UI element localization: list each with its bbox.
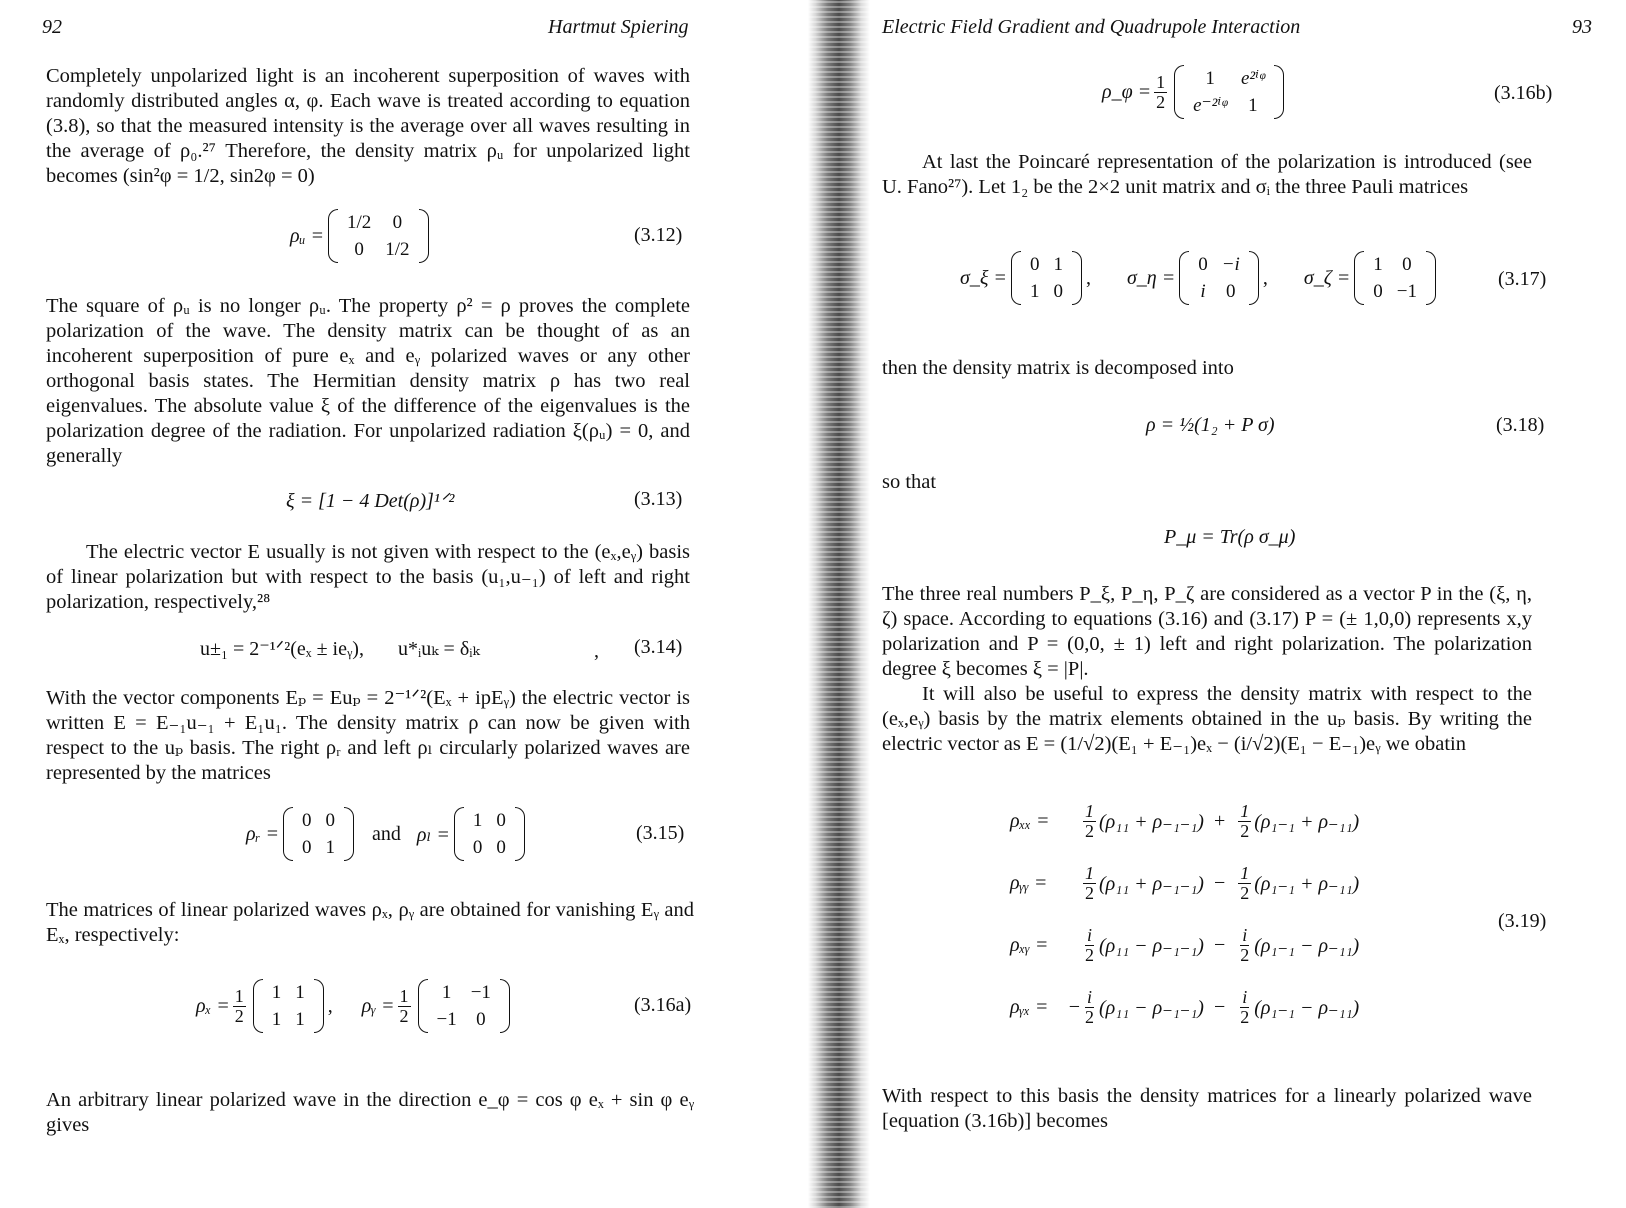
matrix-cell: 0 [1029, 254, 1040, 275]
equation-body: ρ = ½(1₂ + P σ) [1146, 414, 1275, 436]
fraction-numerator: 1 [1156, 71, 1166, 92]
paragraph: The square of ρᵤ is no longer ρᵤ. The property ρ² = ρ proves the complete polarization of the wave. The density matrix can be thought of as an incoherent superposition of pure eₓ and eᵧ polarized waves or any other orthogonal basis states. The Hermitian density matrix ρ has two real eigenvalues. The absolute value ξ of the difference of the eigenvalues is the polarization degree of the radiation. For unpolarized radiation ξ(ρᵤ) = 0, and generally [46, 295, 690, 467]
paragraph: The electric vector E usually is not given with respect to the (eₓ,eᵧ) basis of linear polarization but with respect to the basis (u₁,u₋₁) of left and right polarization, respectively,²⁸ [46, 541, 690, 613]
matrix-cell: 0 [325, 810, 336, 831]
matrix-cell: 1/2 [385, 239, 410, 260]
equation-term: (ρ₁₁ − ρ₋₁₋₁) [1099, 996, 1204, 1019]
matrix [1179, 251, 1259, 305]
equation-lhs: ρᵧ = [361, 994, 395, 1017]
equation-term: (ρ₁₋₁ − ρ₋₁₁) [1254, 934, 1360, 957]
matrix-cell: 1 [1053, 254, 1063, 275]
fraction-denominator: 2 [1240, 882, 1250, 903]
equation-3-14 [200, 636, 480, 661]
right-page [880, 0, 1626, 1208]
fraction-denominator: 2 [1085, 820, 1094, 841]
paragraph: The three real numbers P_ξ, P_η, P_ζ are considered as a vector P in the (ξ, η, ζ) space. According to equations (3.16) and (3.17) P = (± 1,0,0) represents x,y polarization and P = (0,0, ± 1) left and right polarization. The polarization degree ξ becomes ξ = |P|. [882, 583, 1532, 680]
fraction [1238, 802, 1251, 841]
paragraph: Completely unpolarized light is an incoherent superposition of waves with randomly distributed angles α, φ. Each wave is treated according to equation (3.8), so that the measured intensity is the average over all waves resulting in the average of ρ₀.²⁷ Therefore, the density matrix ρᵤ for unpolarized light becomes (sin²φ = 1/2, sin2φ = 0) [46, 65, 690, 187]
fraction [233, 987, 246, 1026]
equation-3-16b [1102, 60, 1288, 124]
equation-number: (3.16b) [1494, 82, 1553, 104]
equation-number: (3.12) [634, 224, 683, 246]
equation-row [1010, 852, 1359, 914]
paragraph: With the vector components Eₚ = Euₚ = 2⁻¹ᐟ²(Eₓ + ipEᵧ) the electric vector is written E = E₋₁u₋₁ + E₁u₁. The density matrix ρ can now be given with respect to the uₚ basis. The right ρᵣ and left ρₗ circularly polarized waves are represented by the matrices [46, 687, 690, 784]
equation-3-17: σ_ξ = 0 1 1 0 , σ_η = 0 −i i 0 , σ_ζ = 1 0 0 −1 [960, 248, 1440, 308]
equation-lhs: σ_ζ = [1303, 266, 1351, 289]
running-head: Electric Field Gradient and Quadrupole Interaction [882, 16, 1301, 38]
matrix-cell: 0 [496, 837, 506, 858]
matrix [283, 807, 354, 861]
equation-term: (ρ₁₋₁ − ρ₋₁₁) [1254, 996, 1360, 1019]
equation-lhs: ρₓ = [196, 994, 230, 1017]
matrix-cell: 0 [1226, 281, 1236, 302]
matrix-cell: 0 [392, 212, 403, 233]
fraction [1083, 988, 1096, 1027]
matrix-cell: 0 [472, 837, 483, 858]
equation-lhs: ρᵧᵧ = [1010, 871, 1048, 894]
matrix-cell: −1 [470, 982, 491, 1003]
fraction [1083, 864, 1096, 903]
fraction-numerator: 1 [234, 985, 244, 1006]
equation-number: (3.15) [636, 822, 685, 844]
left-page [0, 0, 800, 1208]
matrix-cell: 1 [1029, 281, 1040, 302]
paragraph: so that [882, 471, 937, 493]
equation-lhs: ρₓₓ = [1010, 809, 1050, 832]
equation-operator: − [1213, 871, 1226, 894]
matrix-cell: 1 [295, 1009, 305, 1030]
matrix-cell: e⁻²ⁱᵠ [1193, 95, 1227, 116]
equation-term: (ρ₁₋₁ + ρ₋₁₁) [1254, 872, 1360, 895]
equation-number: (3.16a) [634, 994, 692, 1016]
matrix [328, 209, 429, 263]
paragraph: then the density matrix is decomposed into [882, 357, 1234, 379]
matrix-cell: e²ⁱᵠ [1240, 68, 1265, 89]
matrix-cell: 1 [1248, 95, 1258, 116]
equation-3-16a: ρₓ = $\frac{1}{2}$ 1 1 1 1 , ρᵧ = $\frac{1}{2}$ 1 −1 −1 0 [196, 974, 514, 1038]
equation-term: (ρ₁₁ + ρ₋₁₋₁) [1099, 872, 1204, 895]
fraction [398, 987, 411, 1026]
fraction-denominator: 2 [1156, 91, 1166, 112]
equation-number: (3.14) [634, 636, 683, 658]
equation-lhs: ρ_φ = [1102, 80, 1152, 103]
matrix [1354, 251, 1436, 305]
book-spine-gutter [808, 0, 870, 1208]
matrix-cell: 1 [271, 1009, 282, 1030]
equation-part: u±₁ = 2⁻¹ᐟ²(eₓ ± ieᵧ), [200, 638, 364, 660]
page-number: 92 [42, 16, 62, 38]
matrix-cell: 0 [302, 837, 312, 858]
fraction-denominator: 2 [1085, 944, 1094, 965]
equation-number: (3.17) [1498, 268, 1547, 290]
fraction-numerator: 1 [399, 985, 409, 1006]
matrix-cell: 1 [1373, 254, 1383, 275]
paragraph: At last the Poincaré representation of the polarization is introduced (see U. Fano²⁷). Let 1₂ be the 2×2 unit matrix and σᵢ the three Pauli matrices [882, 151, 1532, 198]
matrix-cell: 0 [1053, 281, 1063, 302]
matrix [454, 807, 525, 861]
equation-lhs: ρᵤ = [290, 224, 324, 247]
equation-comma: , [594, 640, 599, 662]
paragraph: With respect to this basis the density matrices for a linearly polarized wave [equation (3.16b)] becomes [882, 1085, 1532, 1132]
matrix [1011, 251, 1082, 305]
fraction-numerator: i [1086, 986, 1092, 1007]
equation-term: (ρ₁₁ − ρ₋₁₋₁) [1099, 934, 1204, 957]
fraction-denominator: 2 [1240, 1006, 1250, 1027]
matrix-cell: 1 [1205, 68, 1215, 89]
matrix-cell: 0 [496, 810, 506, 831]
equation-lhs: σ_η = [1126, 266, 1176, 289]
equation-lhs: σ_ξ = [960, 266, 1007, 289]
matrix [253, 979, 324, 1033]
fraction-numerator: 1 [1240, 862, 1250, 883]
equation-3-18 [1146, 414, 1275, 437]
equation-3-12 [290, 206, 433, 266]
fraction [1083, 802, 1096, 841]
fraction [1238, 864, 1251, 903]
matrix-cell: 0 [1373, 281, 1383, 302]
equation-lhs: ρᵣ = [246, 822, 280, 845]
equation-body: P_μ = Tr(ρ σ_μ) [1164, 526, 1296, 548]
matrix-cell: 0 [302, 810, 312, 831]
matrix-cell: 1/2 [346, 212, 372, 233]
equation-lhs: ρₗ = [416, 823, 450, 846]
equation-term: (ρ₁₋₁ + ρ₋₁₁) [1254, 810, 1360, 833]
fraction-denominator: 2 [399, 1005, 409, 1026]
equation-lhs: ρᵧₓ = [1010, 995, 1049, 1018]
matrix-cell: 1 [325, 837, 336, 858]
equation-3-13 [286, 488, 454, 513]
matrix-cell: 0 [476, 1009, 486, 1030]
running-head: Hartmut Spiering [548, 16, 689, 38]
fraction-denominator: 2 [1240, 820, 1250, 841]
equation-3-19 [1010, 790, 1359, 1038]
fraction [1154, 73, 1167, 112]
fraction-numerator: 1 [1240, 800, 1250, 821]
matrix-cell: 0 [354, 239, 364, 260]
equation-body: ξ = [1 − 4 Det(ρ)]¹ᐟ² [286, 490, 455, 512]
equation-row [1010, 914, 1359, 976]
equation-p-mu [1164, 526, 1295, 549]
equation-row [1010, 790, 1359, 852]
fraction [1238, 926, 1251, 965]
matrix-cell: −1 [1396, 281, 1418, 302]
equation-number: (3.19) [1498, 910, 1547, 932]
equation-term: (ρ₁₁ + ρ₋₁₋₁) [1099, 810, 1204, 833]
matrix-cell: 1 [472, 810, 483, 831]
matrix [418, 979, 510, 1033]
fraction-denominator: 2 [1240, 944, 1250, 965]
equation-number: (3.13) [634, 488, 683, 510]
fraction-numerator: i [1242, 924, 1248, 945]
equation-conjunction: and [372, 822, 401, 845]
matrix [1174, 65, 1284, 119]
paragraph: The matrices of linear polarized waves ρₓ, ρᵧ are obtained for vanishing Eᵧ and Eₓ, respectively: [46, 899, 694, 946]
matrix-cell: 1 [441, 982, 452, 1003]
matrix-cell: 0 [1198, 254, 1208, 275]
matrix-cell: i [1200, 281, 1206, 302]
equation-number: (3.18) [1496, 414, 1545, 436]
equation-operator: + [1213, 809, 1226, 832]
page-number: 93 [1572, 16, 1592, 38]
matrix-cell: −1 [436, 1009, 457, 1030]
fraction-denominator: 2 [234, 1005, 244, 1026]
fraction [1083, 926, 1096, 965]
fraction-denominator: 2 [1085, 1006, 1094, 1027]
equation-operator: − [1213, 995, 1226, 1018]
matrix-cell: 1 [271, 982, 282, 1003]
equation-part: u*ᵢuₖ = δᵢₖ [397, 638, 480, 660]
paragraph: It will also be useful to express the density matrix with respect to the (eₓ,eᵧ) basis by the matrix elements obtained in the uₚ basis. By writing the electric vector as E = (1/√2)(E₁ + E₋₁)eₓ − (i/√2)(E₁ − E₋₁)eᵧ we obatin [882, 683, 1532, 755]
fraction [1238, 988, 1251, 1027]
equation-3-15 [246, 804, 529, 864]
equation-lhs: ρₓᵧ = [1010, 933, 1049, 956]
equation-row [1010, 976, 1359, 1038]
fraction-numerator: 1 [1085, 862, 1094, 883]
paragraph: An arbitrary linear polarized wave in the direction e_φ = cos φ eₓ + sin φ eᵧ gives [46, 1089, 694, 1136]
fraction-numerator: i [1242, 986, 1248, 1007]
equation-sign: − [1068, 995, 1080, 1018]
fraction-numerator: i [1086, 924, 1092, 945]
fraction-denominator: 2 [1085, 882, 1094, 903]
equation-operator: − [1213, 933, 1226, 956]
matrix-cell: 1 [295, 982, 305, 1003]
matrix-cell: 0 [1402, 254, 1412, 275]
fraction-numerator: 1 [1085, 800, 1094, 821]
matrix-cell: −i [1221, 254, 1240, 275]
